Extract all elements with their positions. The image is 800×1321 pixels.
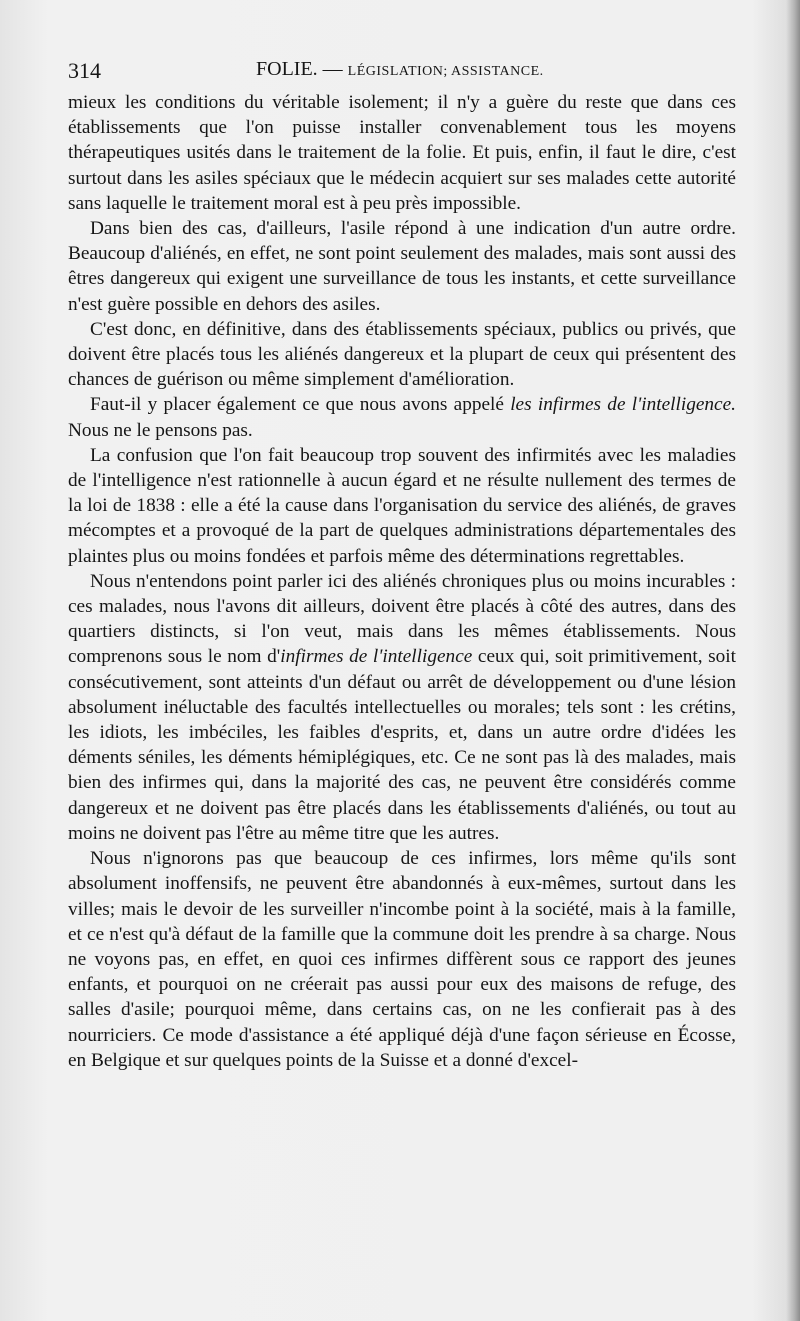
paragraph-5	[68, 443, 736, 569]
paragraph-2	[68, 216, 736, 317]
running-header	[68, 58, 740, 88]
paragraph-text: La confusion que l'on fait beaucoup trop souvent des infirmités avec les maladies de l'intelligence n'est rationnelle à aucun égard et ne résulte nullement des termes de la loi de 1838 : elle a été la cause dans l'organisation du service des aliénés, de graves mécomptes et a provoqué de la part de quelques administrations départementales des plaintes plus ou moins fondées et parfois même des déterminations regrettables.	[68, 444, 736, 567]
paragraph-text: Dans bien des cas, d'ailleurs, l'asile répond à une indication d'un autre ordre. Beaucoup d'aliénés, en effet, ne sont point seulement des malades, mais sont aussi des êtres dangereux qui exigent une surveillance de tous les instants, et cette surveillance n'est guère possible en dehors des asiles.	[68, 218, 736, 315]
running-title	[256, 58, 544, 81]
italic-term: les infirmes de l'intelligence.	[510, 394, 736, 416]
page-edge-shadow	[786, 0, 800, 1321]
paragraph-3	[68, 317, 736, 393]
page-number: 314	[68, 58, 101, 83]
paragraph-1	[68, 90, 736, 216]
paragraph-text: Faut-il y placer également ce que nous avons appelé	[90, 394, 511, 416]
paragraph-6	[68, 569, 736, 846]
paragraph-7	[68, 846, 736, 1073]
paragraph-text: Nous n'entendons point parler ici des aliénés chroniques plus ou moins incurables : ces malades, nous l'avons dit ailleurs, doivent être placés à côté des autres, dans des quartiers distincts, si l'on veut, mais dans les mêmes établissements. Nous comprenons sous le nom d'	[68, 570, 736, 668]
header-subtitle: LÉGISLATION; ASSISTANCE.	[347, 64, 544, 79]
header-title: FOLIE.	[256, 58, 318, 80]
body-text	[68, 90, 736, 1073]
paragraph-text: ceux qui, soit primitivement, soit consécutivement, sont atteints d'un défaut ou arrêt de développement ou d'une lésion absolument inéluctable des facultés intellectuelles ou morales; tels sont : les crétins, les idiots, les imbéciles, les faibles d'esprits, et, dans un autre ordre d'idées les déments séniles, les déments hémiplégiques, etc. Ce ne sont pas là des malades, mais bien des infirmes qui, dans la majorité des cas, ne peuvent être considérés comme dangereux et ne doivent pas être placés dans les établissements d'aliénés, ou tout au moins ne doivent pas l'être au même titre que les autres.	[68, 646, 737, 844]
paragraph-text: Nous ne le pensons pas.	[68, 419, 253, 441]
header-dash: —	[317, 58, 348, 80]
italic-term: infirmes de l'intelligence	[280, 646, 473, 668]
paragraph-text: mieux les conditions du véritable isolement; il n'y a guère du reste que dans ces établissements que l'on puisse installer convenablement tous les moyens thérapeutiques usités dans le traitement de la folie. Et puis, enfin, il faut le dire, c'est surtout dans les asiles spéciaux que le médecin acquiert sur ses malades cette autorité sans laquelle le traitement moral est à peu près impossible.	[68, 92, 736, 214]
paragraph-text: Nous n'ignorons pas que beaucoup de ces infirmes, lors même qu'ils sont absolument inoffensifs, ne peuvent être abandonnés à eux-mêmes, surtout dans les villes; mais le devoir de les surveiller n'incombe point à la société, mais à la famille, et ce n'est qu'à défaut de la famille que la commune doit les prendre à sa charge. Nous ne voyons pas, en effet, en quoi ces infirmes diffèrent sous ce rapport des jeunes enfants, et pourquoi on ne créerait pas aussi pour eux des maisons de refuge, des salles d'asile; pourquoi même, dans certains cas, on ne les confierait pas à des nourriciers. Ce mode d'assistance a été appliqué déjà d'une façon sérieuse en Écosse, en Belgique et sur quelques points de la Suisse et a donné d'excel-	[68, 848, 736, 1071]
paragraph-text: C'est donc, en définitive, dans des établissements spéciaux, publics ou privés, que doivent être placés tous les aliénés dangereux et la plupart de ceux qui présentent des chances de guérison ou même simplement d'amélioration.	[68, 318, 736, 391]
paragraph-4	[68, 392, 736, 442]
